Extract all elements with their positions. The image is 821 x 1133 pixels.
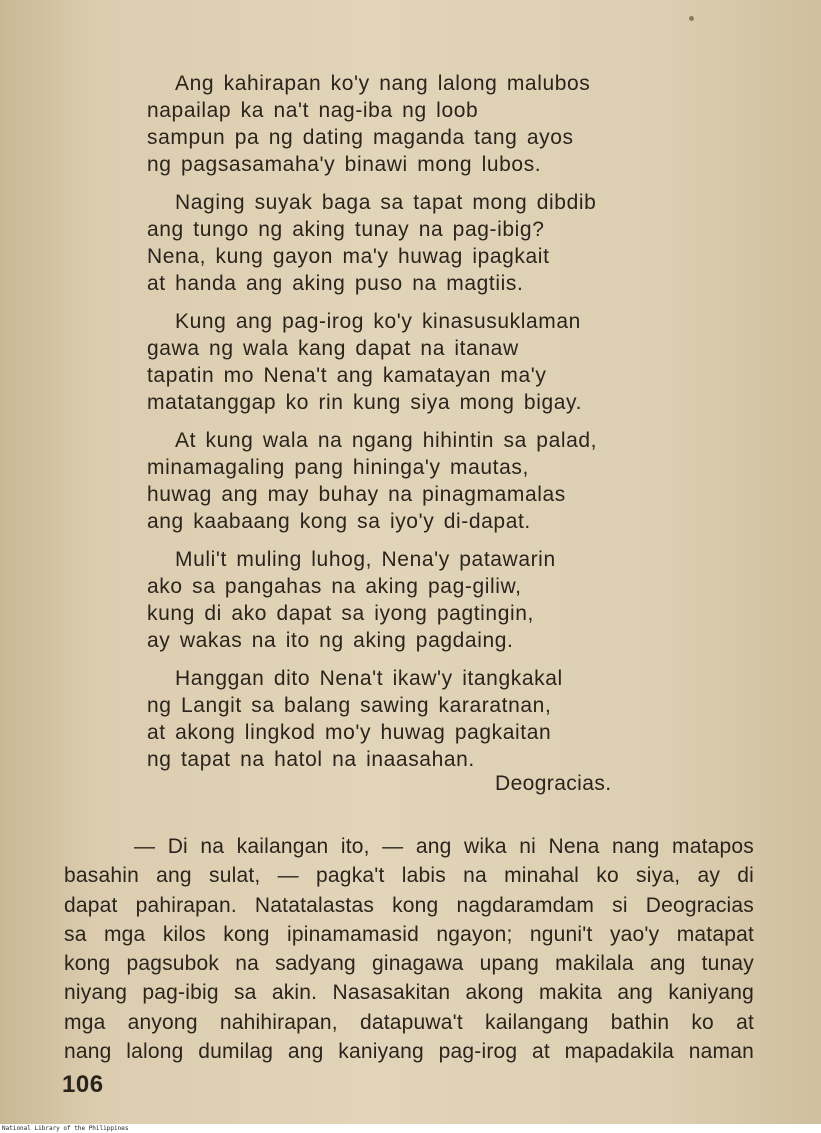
- prose-line: sa mga kilos kong ipinamamasid ngayon; nguni't yao'y matapat: [64, 922, 754, 946]
- poem-line: ang kaabaang kong sa iyo'y di-dapat.: [147, 510, 531, 533]
- paper-speck: [689, 16, 694, 21]
- poem-line: gawa ng wala kang dapat na itanaw: [147, 337, 519, 360]
- poem-line: tapatin mo Nena't ang kamatayan ma'y: [147, 364, 547, 387]
- poem-line: Ang kahirapan ko'y nang lalong malubos: [175, 72, 591, 95]
- poem-line: ng Langit sa balang sawing kararatnan,: [147, 694, 552, 717]
- poem-line: huwag ang may buhay na pinagmamalas: [147, 483, 566, 506]
- poem-line: ang tungo ng aking tunay na pag-ibig?: [147, 218, 545, 241]
- poem-line: sampun pa ng dating maganda tang ayos: [147, 126, 574, 149]
- poem-line: Naging suyak baga sa tapat mong dibdib: [175, 191, 597, 214]
- poem-signature: Deogracias.: [495, 772, 612, 795]
- prose-line: niyang pag-ibig sa akin. Nasasakitan akong makita ang kaniyang: [64, 981, 754, 1005]
- poem-line: napailap ka na't nag-iba ng loob: [147, 99, 479, 122]
- prose-line: dapat pahirapan. Natatalastas kong nagdaramdam si Deogracias: [64, 893, 754, 917]
- poem-line: Nena, kung gayon ma'y huwag ipagkait: [147, 245, 550, 268]
- poem-line: ako sa pangahas na aking pag-giliw,: [147, 575, 522, 598]
- stanza-2: [147, 189, 667, 297]
- poem-line: ng pagsasamaha'y binawi mong lubos.: [147, 153, 542, 176]
- footer-credit: National Library of the Philippines: [0, 1124, 821, 1133]
- page-number: 106: [62, 1071, 104, 1098]
- poem-line: minamagaling pang hininga'y mautas,: [147, 456, 529, 479]
- prose-line: basahin ang sulat, — pagka't labis na minahal ko siya, ay di: [64, 864, 754, 888]
- poem-line: at akong lingkod mo'y huwag pagkaitan: [147, 721, 552, 744]
- poem-line: Hanggan dito Nena't ikaw'y itangkakal: [175, 667, 563, 690]
- poem-line: At kung wala na ngang hihintin sa palad,: [175, 429, 598, 452]
- poem-line: Muli't muling luhog, Nena'y patawarin: [175, 548, 556, 571]
- prose-line: mga anyong nahihirapan, datapuwa't kailangang bathin ko at: [64, 1010, 754, 1034]
- stanza-4: [147, 427, 667, 535]
- prose-paragraph: [64, 832, 754, 1066]
- poem: [147, 70, 667, 784]
- prose-line: nang lalong dumilag ang kaniyang pag-irog at mapadakila naman: [64, 1040, 754, 1064]
- poem-line: kung di ako dapat sa iyong pagtingin,: [147, 602, 534, 625]
- stanza-1: [147, 70, 667, 178]
- poem-line: ay wakas na ito ng aking pagdaing.: [147, 629, 514, 652]
- poem-line: matatanggap ko rin kung siya mong bigay.: [147, 391, 583, 414]
- prose-line: — Di na kailangan ito, — ang wika ni Nena nang matapos: [134, 835, 754, 858]
- prose-line: kong pagsubok na sadyang ginagawa upang makilala ang tunay: [64, 952, 754, 976]
- poem-line: ng tapat na hatol na inaasahan.: [147, 748, 475, 771]
- stanza-6: [147, 665, 667, 773]
- stanza-5: [147, 546, 667, 654]
- stanza-3: [147, 308, 667, 416]
- poem-line: at handa ang aking puso na magtiis.: [147, 272, 524, 295]
- poem-line: Kung ang pag-irog ko'y kinasusuklaman: [175, 310, 581, 333]
